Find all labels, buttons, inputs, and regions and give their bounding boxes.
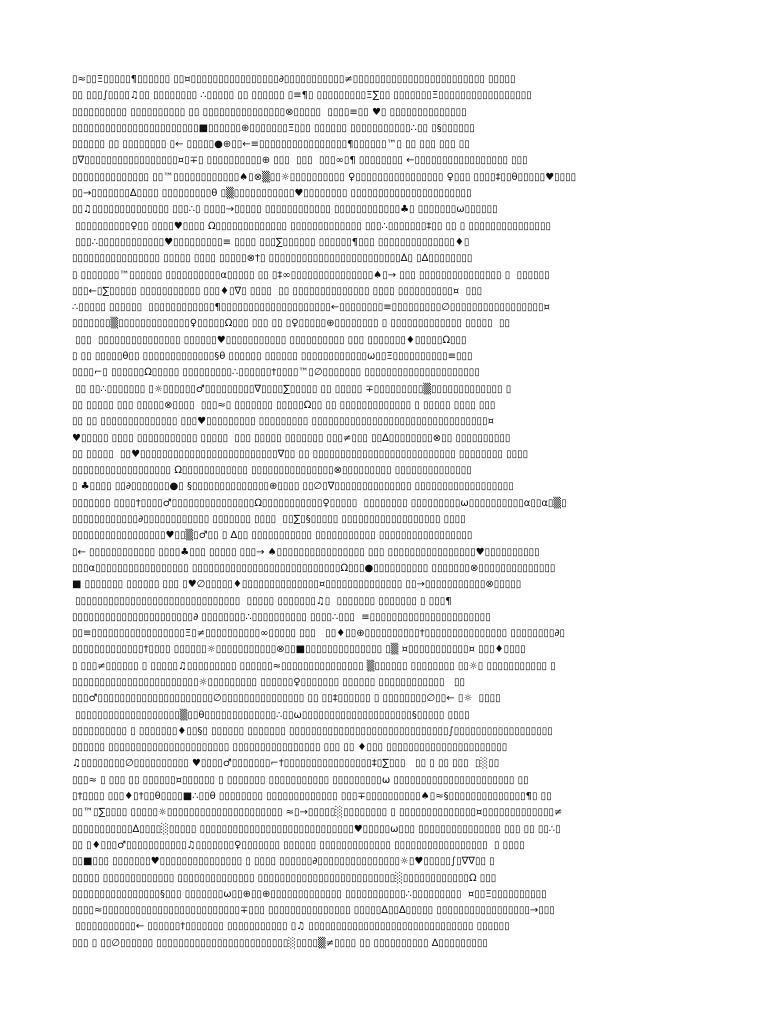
garbled-text-line: ▯▯▯▯▯▯▯▯▯▯▯▯▯▯▯▯▯▯ Ω▯▯▯▯▯▯▯▯▯▯▯▯ ▯▯▯▯▯▯▯▯▯▯▯▯▯▯▯⊗▯▯▯▯▯▯▯▯▯ ▯▯▯▯▯▯▯▯▯▯▯▯▯▯ bbox=[72, 465, 472, 477]
garbled-text-line: ▯▯▯▯▯▯▯▯▯▯▯▯▯▯▯▯▯▯▯▯▯▯▯▯▯▯▯▯▯▯ ▯▯▯▯▯ ▯▯▯▯▯▯▯♫▯ ▯▯▯▯▯▯▯ ▯▯▯▯▯▯▯ ▯ ▯▯▯¶ bbox=[72, 595, 452, 607]
garbled-text-line: ▯▯▯▯▯▯▯▯▯▯♀▯▯ ▯▯▯▯♥▯▯▯▯ Ω▯▯▯▯▯▯▯▯▯▯▯▯▯ ▯▯▯▯▯▯▯▯▯▯▯▯▯ ▯▯▯∴▯▯▯▯▯▯▯‡▯▯ ▯▯ ▯ ▯▯▯▯▯▯▯▯▯▯▯▯▯▯▯ bbox=[72, 220, 551, 232]
garbled-text-line: ▯ ♣▯▯▯▯ ▯▯∂▯▯▯▯▯▯▯●▯ §▯▯▯▯▯▯▯▯▯▯▯▯▯▯⊕▯▯▯▯ ▯▯∅▯∇▯▯▯▯▯▯▯▯▯▯▯▯▯▯ ▯▯▯▯▯▯▯▯▯▯▯▯▯▯▯▯▯▯ bbox=[72, 481, 514, 493]
garbled-text-line: ▯▯▯▯≈▯▯▯▯▯▯▯▯▯▯▯▯▯▯▯▯▯▯▯▯▯▯▯▯▯∓▯▯▯ ▯▯▯▯▯▯▯▯▯▯▯▯▯▯▯ ▯▯▯▯▯∆▯▯∆▯▯▯▯▯ ▯▯▯▯▯▯▯▯▯▯▯▯▯▯▯▯▯→▯▯▯ bbox=[72, 905, 555, 917]
garbled-text-line: ▯ ▯▯ ▯▯▯▯▯θ▯▯ ▯▯▯▯▯▯▯▯▯▯▯▯▯§θ ▯▯▯▯▯▯ ▯▯▯▯▯▯ ▯▯▯▯▯▯▯▯▯▯▯▯ω▯▯Ξ▯▯▯▯▯▯▯▯▯▯≡▯▯▯ bbox=[72, 351, 473, 363]
garbled-text-line: ▯∇▯▯▯▯▯▯▯▯▯▯▯▯▯▯▯▯▯¤▯∓▯ ▯▯▯▯▯▯▯▯▯▯⊕ ▯▯▯ ▯▯▯ ▯▯▯∞▯¶ ▯▯▯▯▯▯▯▯ ←▯▯▯▯▯▯▯▯▯▯▯▯▯▯▯▯▯ ▯▯▯ bbox=[72, 155, 528, 167]
garbled-text-line: ▯▯▯▯▯▯▯▯▯▯▯▯∂▯▯▯▯▯▯▯▯▯▯▯▯ ▯▯▯▯▯▯▯ ▯▯▯▯ ▯▯∑▯§▯▯▯▯▯ ▯▯▯▯▯▯▯▯▯▯▯▯▯▯▯▯▯▯ ▯▯▯▯ bbox=[72, 514, 466, 526]
garbled-text-line: ▯▯ ▯▯ ▯▯▯▯▯▯▯▯▯▯▯▯▯▯ ▯▯▯♥▯▯▯▯▯▯▯▯▯ ▯▯▯▯▯▯▯▯▯ ▯▯▯▯▯▯▯▯▯▯▯▯▯▯▯▯▯▯▯▯▯▯▯▯▯▯▯▯▯▯▯▯¤ bbox=[72, 416, 494, 428]
garbled-text-line: ▯▯▯▯▯▯▯▯▯▯▯▯▯▯▯▯▯▯▯▯▯▯▯■▯▯▯▯▯▯⊕▯▯▯▯▯▯▯Ξ▯▯▯ ▯▯▯▯▯▯ ▯▯▯▯▯▯▯▯▯▯▯∴▯▯ ▯§▯▯▯▯▯▯ bbox=[72, 122, 475, 134]
garbled-text-line: ▯▯♫▯▯▯▯▯▯▯▯▯▯▯▯▯▯ ▯▯▯∴▯ ▯▯▯▯→▯▯▯▯▯ ▯▯▯▯▯▯▯▯▯▯▯▯ ▯▯▯▯▯▯▯▯▯▯▯▯♣▯ ▯▯▯▯▯▯▯ω▯▯▯▯▯▯ bbox=[72, 204, 498, 216]
garbled-text-line: ▯▯▯▯▯▯▯▯▯▯▯▯▯▯▯▯▯▯▯▯▯▯▯☼▯▯▯▯▯▯▯▯▯ ▯▯▯▯▯▯♀▯▯▯▯▯▯▯ ▯▯▯▯▯▯ ▯▯▯▯▯▯▯▯▯▯▯▯ ▯▯ bbox=[72, 676, 466, 688]
garbled-text-line: ▯▯▯←▯∑▯▯▯▯▯ ▯▯▯▯▯▯▯▯▯▯▯ ▯▯▯♦▯∇▯ ▯▯▯▯ ▯▯ ▯▯▯▯▯▯▯▯▯▯▯▯▯▯ ▯▯▯▯ ▯▯▯▯▯▯▯▯▯▯¤ ▯▯▯ bbox=[72, 285, 483, 297]
garbled-text-line: ▯▯▯▯▯▯▯▯▯▯▯∆▯▯▯▯░▯▯▯▯▯ ▯▯▯▯▯▯▯▯▯▯▯▯▯▯▯▯▯▯▯▯▯▯▯▯▯▯▯▯♥▯▯▯▯▯ω▯▯▯ ▯▯▯▯▯▯▯▯▯▯▯▯▯▯▯ ▯▯▯ ▯▯ ▯▯∴▯ bbox=[72, 823, 561, 835]
garbled-text-line: ▯▯▯▯▯▯▯▯▯▯▯▯▯▯▯▯▯♥▯▯▒▯♂▯▯ ▯ ∆▯▯ ▯▯▯▯▯▯▯▯▯▯▯ ▯▯▯▯▯▯▯▯▯▯▯ ▯▯▯▯▯▯▯▯▯▯▯▯▯▯▯▯▯ bbox=[72, 530, 473, 542]
garbled-text-line: ▯▯ ▯♦▯▯▯♂▯▯▯▯▯▯▯▯▯▯▯♫▯▯▯▯▯▯▯♀▯▯▯▯▯▯▯ ▯▯▯▯▯▯ ▯▯▯▯▯▯▯▯▯▯▯▯▯ ▯▯▯▯▯▯▯▯▯▯▯▯▯▯▯▯▯ ▯ ▯▯▯▯ bbox=[72, 839, 525, 851]
garbled-text-line: ▯▯■▯▯▯ ▯▯▯▯▯▯▯♥▯▯▯▯▯▯▯▯▯▯▯▯▯▯▯ ▯ ▯▯▯▯ ▯▯▯▯▯▯∂▯▯▯▯▯▯▯▯▯▯▯▯▯▯▯☼▯♥▯▯▯▯▯∫▯∇∇▯▯ ▯ bbox=[72, 856, 495, 868]
garbled-text-line: ▯†▯▯▯▯ ▯▯▯♦▯†▯▯θ▯▯▯▯■∴▯▯θ ▯▯▯▯▯▯▯▯ ▯▯▯▯▯▯▯▯▯▯▯▯▯ ▯▯▯∓▯▯▯▯▯▯▯▯▯▯♠▯≈§▯▯▯▯▯▯▯▯▯▯▯▯▯▯¶▯ ▯▯ bbox=[72, 791, 552, 803]
garbled-text-line: ▯▯▯▯▯▯▯▯▯▯▯← ▯▯▯▯▯▯†▯▯▯▯▯▯▯ ▯▯▯▯▯▯▯▯▯▯▯ ▯♫ ▯▯▯▯▯▯▯▯▯▯▯▯▯▯▯▯▯▯▯▯▯▯▯▯▯▯▯▯▯▯ ▯▯▯▯▯▯ bbox=[72, 921, 510, 933]
garbled-text-line: ♫▯▯▯▯▯▯▯▯∅▯▯▯▯▯▯▯▯▯▯ ♥▯▯▯▯♂▯▯▯▯▯▯▯⌐†▯▯▯▯▯▯▯▯▯▯▯▯▯▯▯▯‡▯∑▯▯▯ ▯▯ ▯ ▯▯ ▯▯▯ ▯░▯▯ bbox=[72, 758, 500, 770]
garbled-text-line: ■ ▯▯▯▯▯▯▯ ▯▯▯▯▯▯ ▯▯▯ ▯♥∅▯▯▯▯▯♦▯▯▯▯▯▯▯▯▯▯▯▯▯▯¤▯▯▯▯▯▯▯▯▯▯▯▯▯▯ ▯▯→▯▯▯▯▯▯▯▯▯▯▯⊗▯▯▯▯▯ bbox=[72, 579, 522, 591]
garbled-text-line: ▯▯▯▯▯▯ ▯▯ ▯▯▯▯▯▯▯▯ ▯← ▯▯▯▯▯●⊕▯▯←≡▯▯▯▯▯▯▯▯▯▯▯▯▯▯▯▯¶▯▯▯▯▯▯™▯ ▯▯ ▯▯▯ ▯▯▯ ▯▯ bbox=[72, 139, 470, 151]
garbled-text-line: ▯▯▯▯▯▯▯▯▯▯▯▯▯▯▯▯▯▯▯▯▯▯∂ ▯▯▯▯▯▯▯▯∴▯▯▯▯▯▯▯▯▯▯ ▯▯▯▯∴▯▯▯ ≡▯▯▯▯▯▯▯▯▯▯▯▯▯▯▯▯▯▯▯▯▯▯ bbox=[72, 611, 491, 623]
garbled-text-body bbox=[72, 72, 698, 952]
garbled-text-line: ▯▯▯▯▯▯▯▯▯▯▯▯▯▯▯▯§▯▯▯ ▯▯▯▯▯▯▯ω▯▯⊕▯▯⊕▯▯▯▯▯▯▯▯▯▯▯▯▯ ▯▯▯▯▯▯▯▯▯▯▯∴▯▯▯▯▯▯▯▯▯ ¤▯▯Ξ▯▯▯▯▯▯▯▯▯▯ bbox=[72, 888, 547, 900]
garbled-text-line: ▯▯▯▯▯▯▯ ▯▯▯▯†▯▯▯▯♂▯▯▯▯▯▯▯▯▯▯▯▯▯▯▯Ω▯▯▯▯▯▯▯▯▯▯▯♀▯▯▯▯▯ ▯▯▯▯▯▯▯▯ ▯▯▯▯▯▯▯▯▯ω▯▯▯▯▯▯▯▯▯▯α▯▯α▯▒▯ bbox=[72, 497, 567, 509]
garbled-text-line: ∴▯▯▯▯▯ ▯▯▯▯▯▯ ▯▯▯▯▯▯▯▯▯▯▯▯¶▯▯▯▯▯▯▯▯▯▯▯▯▯▯▯▯▯▯▯▯←▯▯▯▯▯▯▯▯≡▯▯▯▯▯▯▯▯▯∅▯▯▯▯▯▯▯▯▯▯▯▯▯▯▯▯▯¤ bbox=[72, 302, 550, 314]
garbled-text-line: ▯▯▯▯⌐▯ ▯▯▯▯▯▯Ω▯▯▯▯▯ ▯▯▯▯▯▯▯▯▯∴▯▯▯▯▯▯†▯▯▯▯™▯∅▯▯▯▯▯▯▯ ▯▯▯▯▯▯▯▯▯▯▯▯▯▯▯▯▯▯▯▯▯ bbox=[72, 367, 480, 379]
garbled-text-line: ▯▯▯≈ ▯ ▯▯▯ ▯▯ ▯▯▯▯▯▯¤▯▯▯▯▯▯ ▯ ▯▯▯▯▯▯▯ ▯▯▯▯▯▯▯▯▯▯▯ ▯▯▯▯▯▯▯▯▯ω ▯▯▯▯▯▯▯▯▯▯▯▯▯▯▯▯▯▯▯▯▯▯ ▯▯ bbox=[72, 774, 529, 786]
garbled-text-line: ▯▯▯▯▯▯ ▯▯▯▯▯▯▯▯▯▯▯▯▯▯▯▯▯▯▯▯▯▯ ▯▯▯▯▯▯▯▯▯▯▯▯▯▯▯▯ ▯▯▯ ▯▯ ♦▯▯▯ ▯▯▯▯▯▯▯▯▯▯▯▯▯▯▯▯▯▯▯▯▯▯ bbox=[72, 742, 508, 754]
garbled-text-line: ▯▯▯∴▯▯▯▯▯▯▯▯▯▯▯▯♥▯▯▯▯▯▯▯▯▯≡ ▯▯▯▯ ▯▯▯∑▯▯▯▯▯▯ ▯▯▯▯▯▯¶▯▯▯ ▯▯▯▯▯▯▯▯▯▯▯▯▯▯♦▯ bbox=[72, 236, 470, 248]
garbled-text-line: ▯▯▯▯▯▯▯▯▯▯▯▯▯▯▯▯ ▯▯▯▯▯ ▯▯▯▯ ▯▯▯▯▯⊗†▯ ▯▯▯▯▯▯▯▯▯▯▯▯▯▯▯▯▯▯▯▯▯▯▯▯∆▯ ▯∆▯▯▯▯▯▯▯▯ bbox=[72, 253, 473, 265]
garbled-text-line: ▯ ▯▯▯≠▯▯▯▯▯▯ ▯ ▯▯▯▯▯♫▯▯▯▯▯▯▯▯▯ ▯▯▯▯▯▯≈▯▯▯▯▯▯▯▯▯▯▯▯▯▯▯ ▒▯▯▯▯▯▯ ▯▯▯▯▯▯▯▯ ▯▯☼▯ ▯▯▯▯▯▯▯▯▯▯▯ ▯ bbox=[72, 660, 556, 672]
garbled-text-line: ▯≈▯▯Ξ▯▯▯▯▯¶▯▯▯▯▯▯ ▯▯¤▯▯▯▯▯▯▯▯▯▯▯▯▯▯▯▯∂▯▯▯▯▯▯▯▯▯▯▯≠▯▯▯▯▯▯▯▯▯▯▯▯▯▯▯▯▯▯▯▯▯▯▯▯ ▯▯▯▯▯ bbox=[72, 74, 516, 85]
garbled-text-line: ▯▯▯ ▯▯▯▯▯▯▯▯▯▯▯▯▯▯▯ ▯▯▯▯▯▯♥▯▯▯▯▯▯▯▯▯▯▯ ▯▯▯▯▯▯▯▯▯▯ ▯▯▯ ▯▯▯▯▯▯▯♦▯▯▯▯▯Ω▯▯▯ bbox=[72, 334, 467, 346]
garbled-text-line: ▯▯▯▯▯▯▯▯▯▯▯▯▯▯ ▯▯™▯▯▯▯▯▯▯▯▯▯▯▯♠▯⊗▒▯▯☼▯▯▯▯▯▯▯▯▯▯ ♀▯▯▯▯▯▯▯▯▯▯▯▯▯▯▯▯ ♀▯▯▯ ▯▯▯▯‡▯▯θ▯▯▯▯▯♥▯▯▯▯ bbox=[72, 171, 577, 183]
garbled-text-line: ▯▯▯♂▯▯▯▯▯▯▯▯▯▯▯▯▯▯▯▯▯▯▯▯▯∅▯▯▯▯▯▯▯▯▯▯▯▯▯▯▯ ▯▯ ▯▯‡▯▯▯▯▯▯ ▯ ▯▯▯▯▯▯▯▯∅▯▯← ▯☼ ▯▯▯▯ bbox=[72, 693, 501, 705]
garbled-text-line: ▯▯▯▯▯▯▯▯▯▯ ▯ ▯▯▯▯▯▯▯♦▯▯§▯ ▯▯▯▯▯▯ ▯▯▯▯▯▯▯ ▯▯▯▯▯▯▯▯▯▯▯▯▯▯▯▯▯▯▯▯▯▯▯▯▯▯▯▯▯∫▯▯▯▯▯▯▯▯▯▯▯▯▯▯▯▯▯▯ bbox=[72, 725, 553, 737]
garbled-text-line: ▯← ▯▯▯▯▯▯▯▯▯▯▯▯ ▯▯▯▯♣▯▯▯ ▯▯▯▯▯ ▯▯▯→ ♠▯▯▯▯▯▯▯▯▯▯▯▯▯▯▯▯ ▯▯▯ ▯▯▯▯▯▯▯▯▯▯▯▯▯▯▯▯♥▯▯▯▯▯▯▯▯▯▯ bbox=[72, 546, 540, 558]
garbled-text-line: ▯▯▯α▯▯▯▯▯▯▯▯▯▯▯▯▯▯▯▯▯ ▯▯▯▯▯▯▯▯▯▯▯▯▯▯▯▯▯▯▯▯▯▯▯▯▯▯▯Ω▯▯▯●▯▯▯▯▯▯▯▯▯▯ ▯▯▯▯▯▯▯⊗▯▯▯▯▯▯▯▯▯▯▯▯▯▯ bbox=[72, 562, 556, 574]
garbled-text-line: ▯▯ ▯▯▯▯▯ ▯▯♥▯▯▯▯▯▯▯▯▯▯▯▯▯▯▯▯▯▯▯▯▯▯▯▯▯∇▯▯ ▯▯ ▯▯▯▯▯▯▯▯▯▯▯▯▯▯▯▯▯▯▯▯▯▯▯▯▯▯ ▯▯▯▯▯▯▯▯ ▯▯▯▯ bbox=[72, 448, 529, 460]
garbled-text-line: ♥▯▯▯▯▯ ▯▯▯▯ ▯▯▯▯▯▯▯▯▯▯▯ ▯▯▯▯▯ ▯▯▯ ▯▯▯▯▯ ▯▯▯▯▯▯▯ ▯▯▯≠▯▯▯ ▯▯∆▯▯▯▯▯▯▯▯⊗▯▯ ▯▯▯▯▯▯▯▯▯▯ bbox=[72, 432, 511, 444]
garbled-text-line: ▯▯™▯∑▯▯▯▯ ▯▯▯▯▯☼▯▯▯▯▯▯▯▯▯▯▯▯▯▯▯▯▯▯▯▯▯ ≈▯→▯▯▯▯▯░▯▯▯▯▯▯▯▯ ▯ ▯▯▯▯▯▯▯▯▯▯▯▯▯▯¤▯▯▯▯▯▯▯▯▯▯▯▯▯≠ bbox=[72, 807, 563, 819]
garbled-text-line: ▯▯ ▯▯▯∫▯▯▯▯♫▯▯ ▯▯▯▯▯▯▯▯ ∴▯▯▯▯▯ ▯▯ ▯▯▯▯▯▯ ▯≡¶▯ ▯▯▯▯▯▯▯▯▯Ξ∑▯▯ ▯▯▯▯▯▯▯Ξ▯▯▯▯▯▯▯▯▯▯▯▯▯▯▯▯▯ bbox=[72, 90, 532, 102]
garbled-text-line: ▯▯→▯▯▯▯▯▯▯∆▯▯▯▯ ▯▯▯▯▯▯▯▯▯θ ▯▒▯▯▯▯▯▯▯▯▯▯▯♥▯▯▯▯▯▯▯▯ ▯▯▯▯▯▯▯▯▯▯▯▯▯▯▯▯▯▯▯▯▯▯ bbox=[72, 188, 472, 200]
garbled-text-line: ▯▯▯▯▯ ▯▯▯▯▯▯▯▯▯▯▯▯▯ ▯▯▯▯▯▯▯▯▯▯▯▯▯▯ ▯▯▯▯▯▯▯▯▯▯▯▯▯▯▯▯▯▯▯▯▯▯▯▯▯░▯▯▯▯▯▯▯▯▯▯▯▯Ω ▯▯▯ bbox=[72, 872, 500, 884]
garbled-text-line: ▯▯≡▯▯▯▯▯▯▯▯▯▯▯▯▯▯▯▯▯Ξ▯≠▯▯▯▯▯▯▯▯▯▯∞▯▯▯▯▯ ▯▯▯ ▯▯♦▯▯⊕▯▯▯▯▯▯▯▯▯▯†▯▯▯▯▯▯▯▯▯▯▯▯▯▯▯ ▯▯▯▯▯▯▯▯∂▯ bbox=[72, 628, 566, 640]
garbled-text-line: ▯▯ ▯▯∴▯▯▯▯▯▯▯ ▯☼▯▯▯▯▯▯♂▯▯▯▯▯▯▯▯▯∇▯▯▯▯∑▯▯▯▯▯ ▯▯ ▯▯▯▯▯ ∓▯▯▯▯▯▯▯▯▯▒▯▯▯▯▯▯▯▯▯▯▯▯▯ ▯ bbox=[72, 383, 512, 395]
garbled-text-line: ▯▯▯ ▯ ▯▯∅▯▯▯▯▯▯ ▯▯▯▯▯▯▯▯▯▯▯▯▯▯▯▯▯▯▯▯▯▯▯▯░▯▯▯▯▒≠▯▯▯▯ ▯▯ ▯▯▯▯▯▯▯▯▯▯ ∆▯▯▯▯▯▯▯▯▯ bbox=[72, 937, 492, 949]
garbled-text-line: ▯▯▯▯▯▯▯▯▯▯▯▯▯†▯▯▯▯ ▯▯▯▯▯▯☼▯▯▯▯▯▯▯▯▯▯▯⊗▯▯■▯▯▯▯▯▯▯▯▯▯▯▯▯▯ ▯▒ ¤▯▯▯▯▯▯▯▯▯▯▯¤ ▯▯▯♦▯▯▯▯ bbox=[72, 644, 526, 656]
garbled-text-line: ▯▯▯▯▯▯▯▒▯▯▯▯▯▯▯▯▯▯▯▯▯♀▯▯▯▯▯Ω▯▯▯ ▯▯▯ ▯▯ ▯♀▯▯▯▯▯⊕▯▯▯▯▯▯▯▯ ▯ ▯▯▯▯▯▯▯▯▯▯▯▯▯ ▯▯▯▯▯ ▯▯ bbox=[72, 318, 510, 330]
garbled-text-line: ▯▯ ▯▯▯▯▯ ▯▯▯ ▯▯▯▯▯⊗▯▯▯▯ ▯▯▯≈▯ ▯▯▯▯▯▯▯ ▯▯▯▯▯Ω▯▯ ▯▯ ▯▯▯▯▯▯▯▯▯▯▯▯▯ ▯ ▯▯▯▯▯ ▯▯▯▯ ▯▯▯ bbox=[72, 399, 496, 411]
garbled-text-line: ▯▯▯▯▯▯▯▯▯▯▯▯▯▯▯▯▯▯▯▒▯▯θ▯▯▯▯▯▯▯▯▯▯▯▯▯∴▯▯ω▯▯▯▯▯▯▯▯▯▯▯▯▯▯▯▯▯▯▯▯§▯▯▯▯▯ ▯▯▯▯ bbox=[72, 709, 470, 721]
garbled-text-line: ▯ ▯▯▯▯▯▯▯™▯▯▯▯▯▯ ▯▯▯▯▯▯▯▯▯▯α▯▯▯▯▯ ▯▯ ▯‡∞▯▯▯▯▯▯▯▯▯▯▯▯▯▯▯♠▯→ ▯▯▯ ▯▯▯▯▯▯▯▯▯▯▯▯▯▯▯ ▯ ▯▯▯▯▯▯ bbox=[72, 269, 550, 281]
garbled-text-line: ▯▯▯▯▯▯▯▯▯▯ ▯▯▯▯▯▯▯▯▯▯ ▯▯ ▯▯▯▯▯▯▯▯▯▯▯▯▯▯▯⊗▯▯▯▯▯ ▯▯▯▯≡▯▯ ♥▯ ▯▯▯▯▯▯▯▯▯▯▯▯▯▯ bbox=[72, 106, 467, 118]
